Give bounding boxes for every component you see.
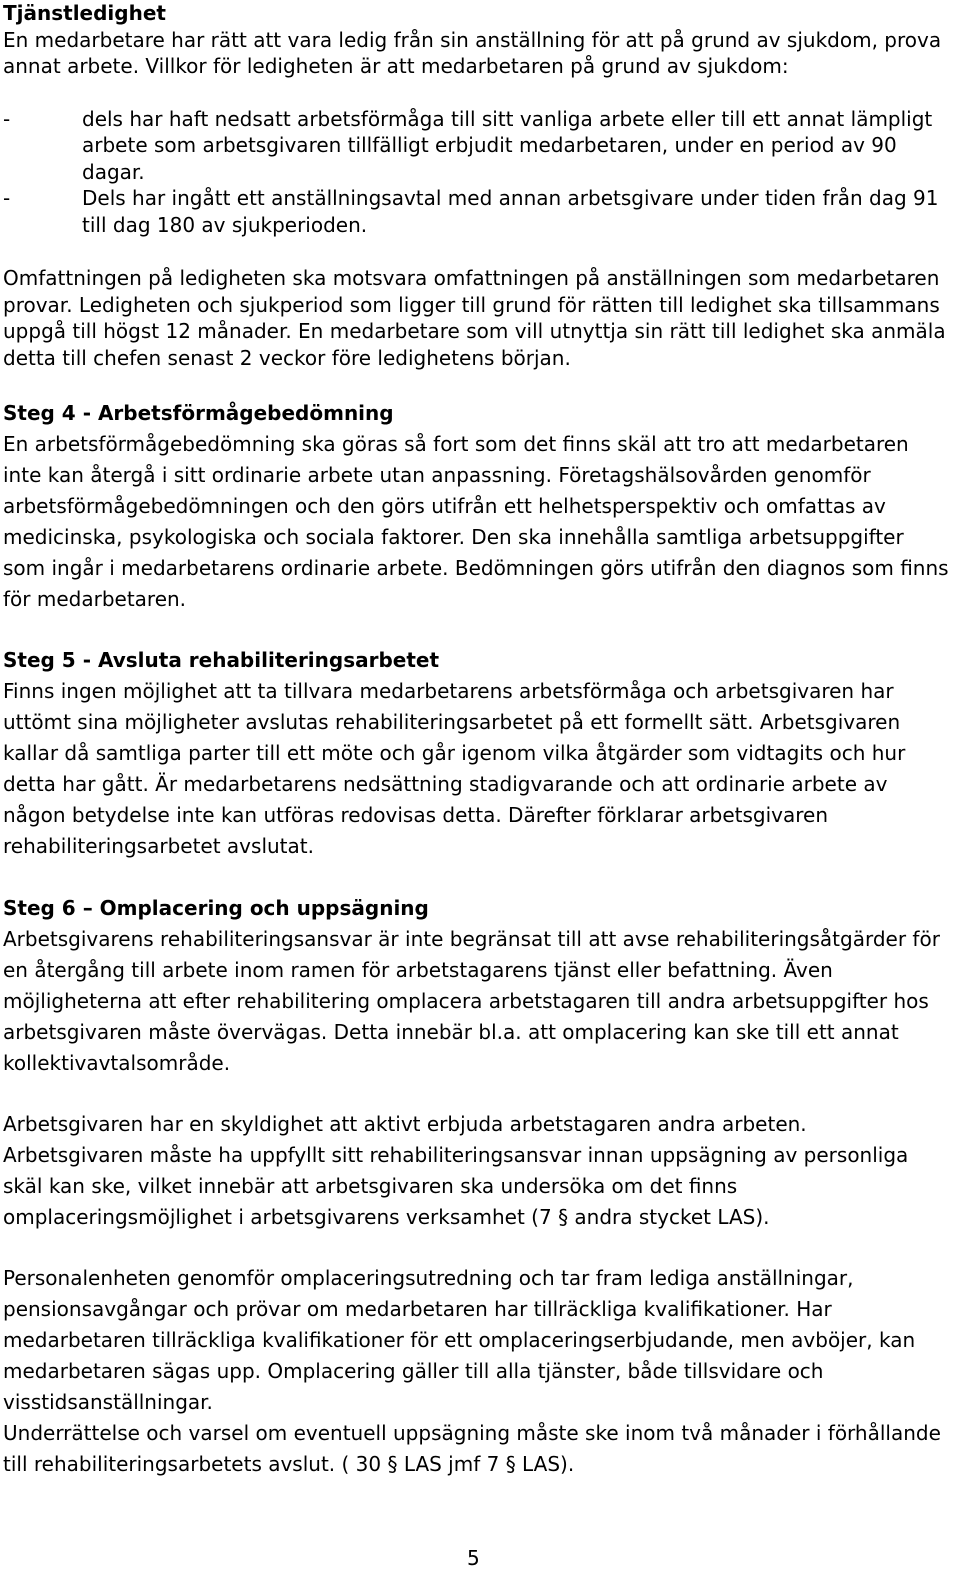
step5-text: Finns ingen möjlighet att ta tillvara medarbetarens arbetsförmåga och arbetsgivaren har uttömt sina möjligheter avslutas rehabiliteringsarbetet på ett formellt sätt. Arbetsgivaren kallar då samtliga parter till ett möte och går igenom vilka åtgärder som vidtagits och hur detta har gått. Är medarbetarens nedsättning stadigvarande och att ordinarie arbete av någon betydelse inte kan utföras redovisas detta. Därefter förklarar arbetsgivaren rehabiliteringsarbetet avslutat. — [3, 679, 906, 858]
leave-heading: Tjänstledighet — [3, 1, 166, 25]
step5-heading: Steg 5 - Avsluta rehabiliteringsarbetet — [3, 648, 440, 672]
page-number: 5 — [467, 1546, 480, 1570]
list-item: - Dels har ingått ett anställningsavtal med annan arbetsgivare under tiden från dag 91 till dag 180 av sjukperioden. — [3, 185, 951, 238]
step6-paragraph-4: Underrättelse och varsel om eventuell uppsägning måste ske inom två månader i förhållande till rehabiliteringsarbetets avslut. ( 30 § LAS jmf 7 § LAS). — [3, 1421, 941, 1476]
step4-heading: Steg 4 - Arbetsförmågebedömning — [3, 401, 394, 425]
step6-section — [3, 893, 951, 1480]
step5-section — [3, 645, 951, 862]
step6-paragraph-2: Arbetsgivaren har en skyldighet att aktivt erbjuda arbetstagaren andra arbeten. Arbetsgivaren måste ha uppfyllt sitt rehabiliteringsansvar innan uppsägning av personliga skäl kan ske, vilket innebär att arbetsgivaren ska undersöka om det finns omplaceringsmöjlighet i arbetsgivarens verksamhet (7 § andra stycket LAS). — [3, 1112, 909, 1229]
leave-conditions-list — [3, 106, 951, 239]
leave-section — [3, 0, 951, 371]
step6-heading: Steg 6 – Omplacering och uppsägning — [3, 896, 429, 920]
list-item: - dels har haft nedsatt arbetsförmåga till sitt vanliga arbete eller till ett annat lämpligt arbete som arbetsgivaren tillfälligt erbjudit medarbetaren, under en period av 90 dagar. — [3, 106, 951, 186]
step4-text: En arbetsförmågebedömning ska göras så fort som det finns skäl att tro att medarbetaren inte kan återgå i sitt ordinarie arbete utan anpassning. Företagshälsovården genomför arbetsförmågebedömningen och den görs utifrån ett helhetsperspektiv och omfattas av medicinska, psykologiska och sociala faktorer. Den ska innehålla samtliga arbetsuppgifter som ingår i medarbetarens ordinarie arbete. Bedömningen görs utifrån den diagnos som finns för medarbetaren. — [3, 432, 949, 611]
leave-scope-paragraph: Omfattningen på ledigheten ska motsvara omfattningen på anställningen som medarbetaren provar. Ledigheten och sjukperiod som ligger till grund för rätten till ledighet ska tillsammans uppgå till högst 12 månader. En medarbetare som vill utnyttja sin rätt till ledighet ska anmäla detta till chefen senast 2 veckor före ledighetens början. — [3, 266, 946, 370]
step6-paragraph-3: Personalenheten genomför omplaceringsutredning och tar fram lediga anställningar, pensionsavgångar och prövar om medarbetaren har tillräckliga kvalifikationer. Har medarbetaren tillräckliga kvalifikationer för ett omplaceringserbjudande, men avböjer, kan medarbetaren sägas upp. Omplacering gäller till alla tjänster, både tillsvidare och visstidsanställningar. — [3, 1266, 916, 1414]
document-page — [3, 0, 951, 1480]
step6-paragraph-1: Arbetsgivarens rehabiliteringsansvar är inte begränsat till att avse rehabiliteringsåtgärder för en återgång till arbete inom ramen för arbetstagarens tjänst eller befattning. Även möjligheterna att efter rehabilitering omplacera arbetstagaren till andra arbetsuppgifter hos arbetsgivaren måste övervägas. Detta innebär bl.a. att omplacering kan ske till ett annat kollektivavtalsområde. — [3, 927, 940, 1075]
steps-section — [3, 398, 951, 1480]
leave-intro: En medarbetare har rätt att vara ledig från sin anställning för att på grund av sjukdom, prova annat arbete. Villkor för ledigheten är att medarbetaren på grund av sjukdom: — [3, 27, 942, 78]
step4-section — [3, 398, 951, 615]
